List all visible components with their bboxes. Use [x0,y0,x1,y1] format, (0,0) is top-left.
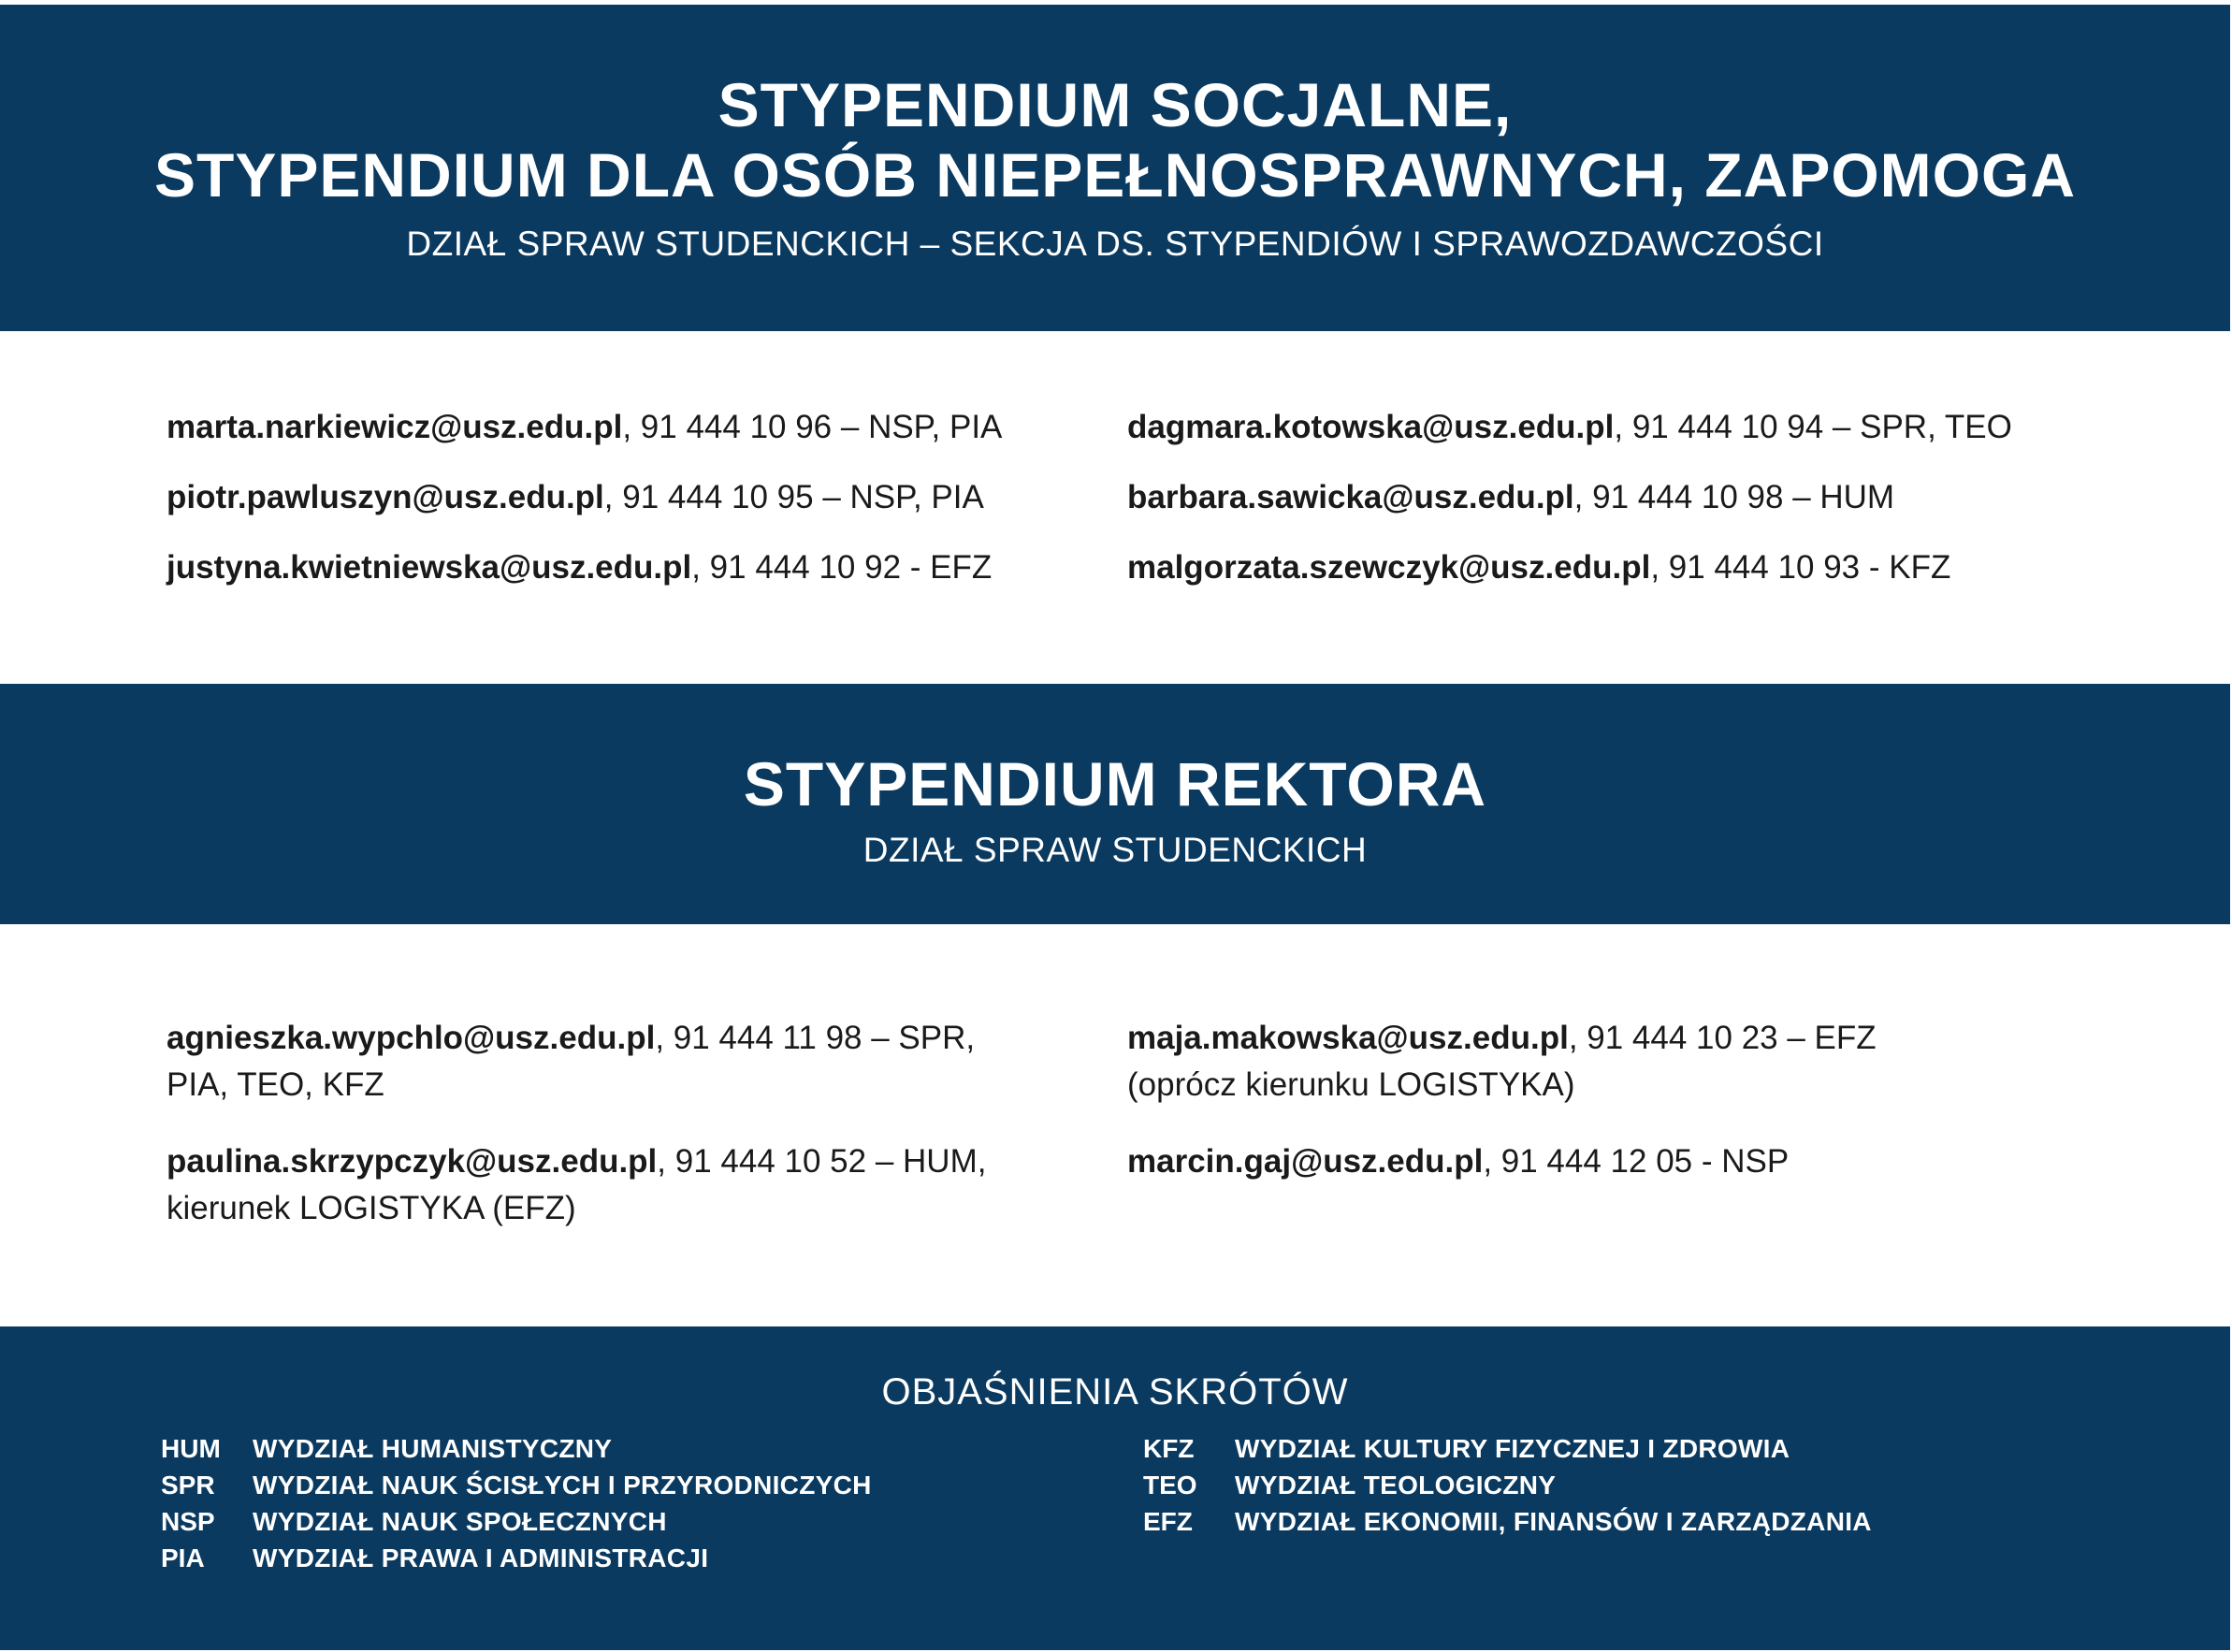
legend-abbr: TEO [1143,1471,1197,1500]
section-subtitle: DZIAŁ SPRAW STUDENCKICH [862,831,1368,869]
legend-left-column [161,1430,872,1576]
legend-abbr: NSP [161,1507,215,1536]
contact-details: , 91 444 10 96 – NSP, PIA [622,409,1003,445]
contact-entry [1127,544,1950,591]
contact-details: , 91 444 12 05 - NSP [1483,1143,1790,1180]
contact-entry [1127,1138,1789,1185]
contact-email[interactable]: justyna.kwietniewska@usz.edu.pl [167,549,692,586]
legend-item [1143,1467,1872,1503]
section-title: STYPENDIUM REKTORA [743,749,1487,819]
contact-entry [167,1015,975,1109]
rector-scholarship-header [0,684,2230,924]
contact-details: , 91 444 10 98 – HUM [1573,479,1895,515]
contact-email[interactable]: dagmara.kotowska@usz.edu.pl [1127,409,1615,445]
contact-details: , 91 444 10 52 – HUM, [657,1143,987,1180]
legend-item [161,1503,872,1540]
legend-item [161,1467,872,1503]
section-subtitle: DZIAŁ SPRAW STUDENCKICH – SEKCJA DS. STYPENDIÓW I SPRAWOZDAWCZOŚCI [406,225,1824,263]
section-title-line-2: STYPENDIUM DLA OSÓB NIEPEŁNOSPRAWNYCH, ZAPOMOGA [153,140,2076,210]
section-title-line-1: STYPENDIUM SOCJALNE, [717,70,1513,139]
contact-entry [1127,404,2012,451]
legend-full-name: WYDZIAŁ TEOLOGICZNY [1235,1471,1557,1500]
legend-full-name: WYDZIAŁ NAUK SPOŁECZNYCH [253,1507,667,1536]
contact-email[interactable]: marcin.gaj@usz.edu.pl [1127,1143,1484,1180]
contact-details-continuation: kierunek LOGISTYKA (EFZ) [167,1190,576,1226]
contact-email[interactable]: malgorzata.szewczyk@usz.edu.pl [1127,549,1651,586]
legend-full-name: WYDZIAŁ HUMANISTYCZNY [253,1434,613,1463]
social-scholarship-header [0,5,2230,331]
legend-item [1143,1430,1872,1467]
contact-email[interactable]: barbara.sawicka@usz.edu.pl [1127,479,1574,515]
contact-entry [1127,474,1894,521]
contact-details: , 91 444 10 94 – SPR, TEO [1614,409,2012,445]
contact-email[interactable]: maja.makowska@usz.edu.pl [1127,1020,1569,1056]
legend-full-name: WYDZIAŁ PRAWA I ADMINISTRACJI [253,1543,709,1572]
contact-details: , 91 444 10 92 - EFZ [691,549,993,586]
contact-details-continuation: (oprócz kierunku LOGISTYKA) [1127,1066,1575,1103]
abbreviations-legend [0,1326,2230,1650]
contact-entry [167,474,984,521]
contact-details-continuation: PIA, TEO, KFZ [167,1066,384,1103]
legend-abbr: SPR [161,1471,215,1500]
contact-entry [167,404,1002,451]
contact-entry [167,544,992,591]
contact-email[interactable]: agnieszka.wypchlo@usz.edu.pl [167,1020,656,1056]
contact-email[interactable]: paulina.skrzypczyk@usz.edu.pl [167,1143,658,1180]
legend-item [161,1430,872,1467]
legend-title: OBJAŚNIENIA SKRÓTÓW [881,1371,1349,1413]
contact-entry [1127,1015,1877,1109]
legend-full-name: WYDZIAŁ KULTURY FIZYCZNEJ I ZDROWIA [1235,1434,1790,1463]
legend-full-name: WYDZIAŁ EKONOMII, FINANSÓW I ZARZĄDZANIA [1235,1507,1872,1536]
legend-item [1143,1503,1872,1540]
legend-item [161,1540,872,1576]
legend-full-name: WYDZIAŁ NAUK ŚCISŁYCH I PRZYRODNICZYCH [253,1471,872,1500]
legend-abbr: EFZ [1143,1507,1193,1536]
contact-email[interactable]: marta.narkiewicz@usz.edu.pl [167,409,623,445]
contact-details: , 91 444 11 98 – SPR, [655,1020,976,1056]
contact-details: , 91 444 10 23 – EFZ [1568,1020,1877,1056]
contact-email[interactable]: piotr.pawluszyn@usz.edu.pl [167,479,604,515]
contact-entry [167,1138,986,1232]
legend-right-column [1143,1430,1872,1540]
legend-abbr: HUM [161,1434,221,1463]
contact-details: , 91 444 10 95 – NSP, PIA [603,479,984,515]
legend-abbr: KFZ [1143,1434,1195,1463]
contact-details: , 91 444 10 93 - KFZ [1650,549,1951,586]
legend-abbr: PIA [161,1543,205,1572]
